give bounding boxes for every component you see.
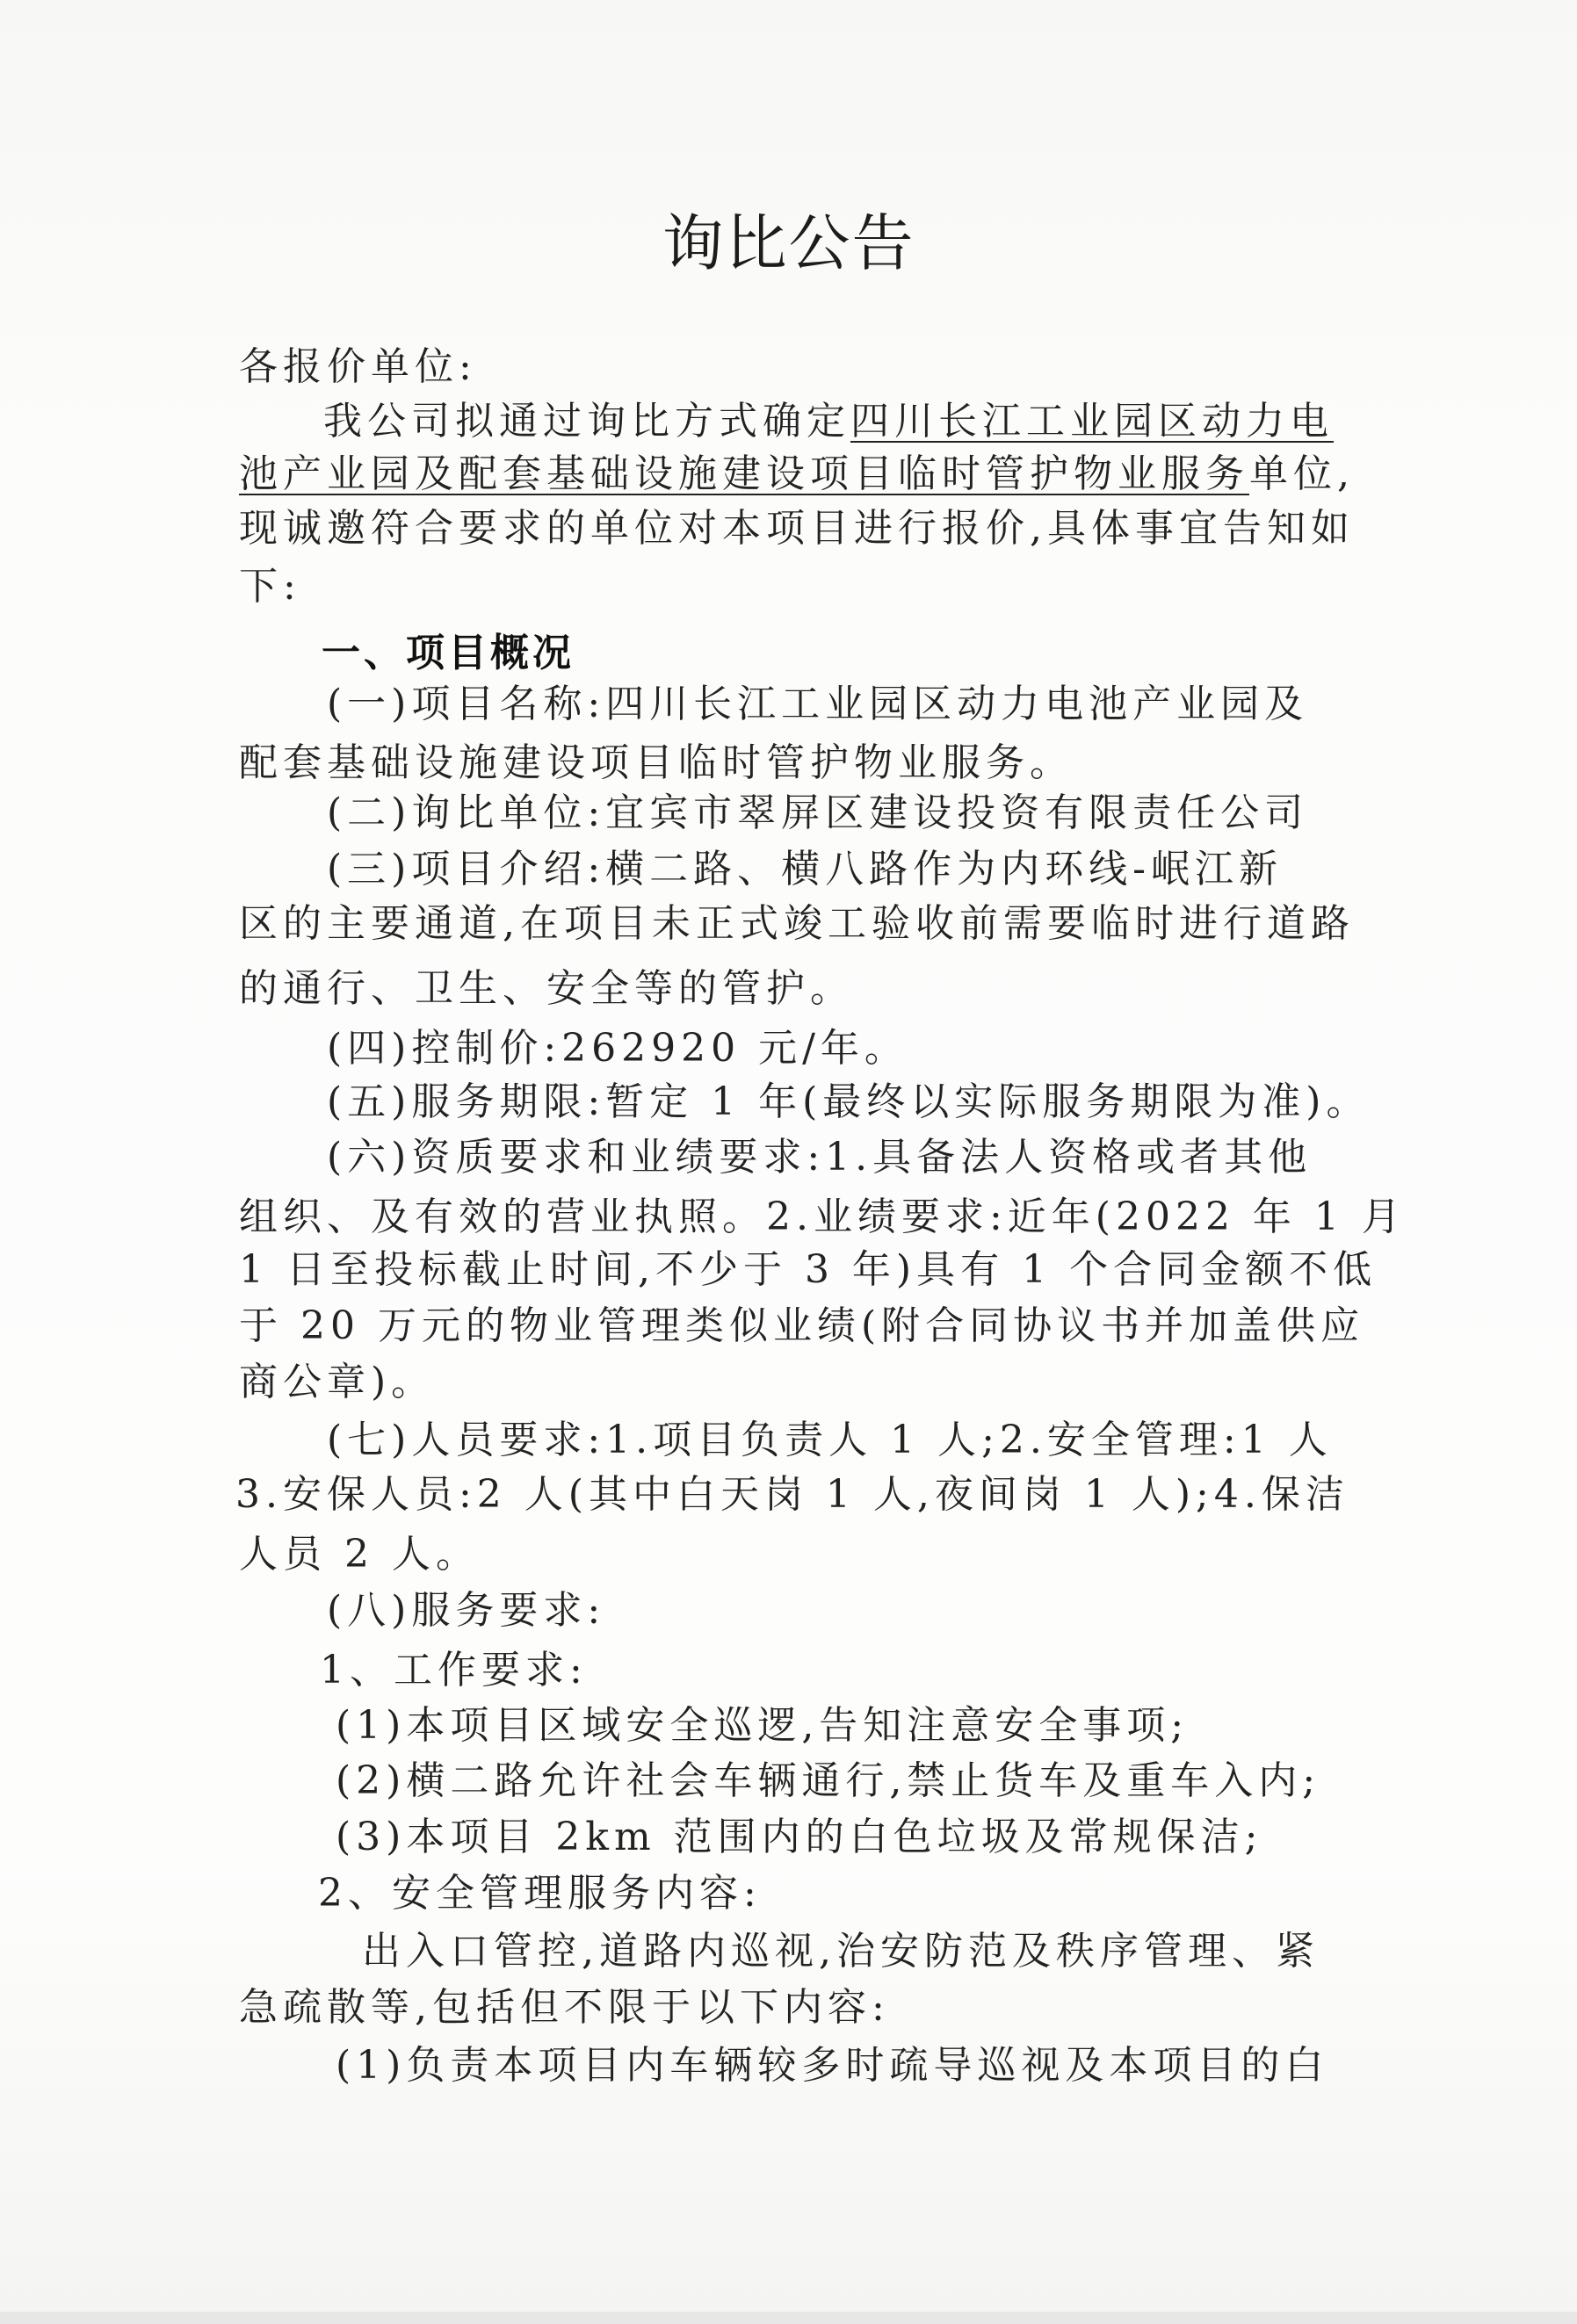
item-3-line-3: 的通行、卫生、安全等的管护。	[239, 966, 854, 1011]
item-3-line-1: (三)项目介绍:横二路、横八路作为内环线-岷江新	[327, 847, 1284, 891]
page-bottom-edge	[0, 2312, 1577, 2324]
item-5: (五)服务期限:暂定 1 年(最终以实际服务期限为准)。	[327, 1079, 1371, 1124]
intro-text: 单位,	[1249, 451, 1355, 496]
project-name-underlined: 四川长江工业园区动力电	[850, 399, 1334, 444]
item-7-line-1: (七)人员要求:1.项目负责人 1 人;2.安全管理:1 人	[327, 1418, 1333, 1462]
document-title: 询比公告	[662, 207, 915, 279]
project-name-underlined-cont: 池产业园及配套基础设施建设项目临时管护物业服务	[239, 451, 1249, 496]
item-6-line-4: 于 20 万元的物业管理类似业绩(附合同协议书并加盖供应	[239, 1303, 1365, 1348]
work-requirement-2: (2)横二路允许社会车辆通行,禁止货车及重车入内;	[336, 1758, 1321, 1803]
safety-management-line-1: 出入口管控,道路内巡视,治安防范及秩序管理、紧	[362, 1929, 1320, 1974]
salutation: 各报价单位:	[239, 344, 477, 389]
work-requirements-heading: 1、工作要求:	[320, 1648, 588, 1692]
item-6-line-5: 商公章)。	[239, 1360, 436, 1404]
section-heading: 一、项目概况	[322, 631, 575, 675]
safety-management-heading: 2、安全管理服务内容:	[318, 1871, 762, 1916]
item-3-line-2: 区的主要通道,在项目未正式竣工验收前需要临时进行道路	[239, 901, 1355, 946]
item-2: (二)询比单位:宜宾市翠屏区建设投资有限责任公司	[327, 790, 1309, 835]
item-6-line-2: 组织、及有效的营业执照。2.业绩要求:近年(2022 年 1 月	[239, 1194, 1406, 1239]
item-7-line-2: 3.安保人员:2 人(其中白天岗 1 人,夜间岗 1 人);4.保洁	[235, 1472, 1349, 1517]
work-requirement-3: (3)本项目 2km 范围内的白色垃圾及常规保洁;	[336, 1815, 1263, 1859]
safety-management-line-2: 急疏散等,包括但不限于以下内容:	[239, 1985, 890, 2030]
item-6-line-3: 1 日至投标截止时间,不少于 3 年)具有 1 个合同金额不低	[239, 1247, 1378, 1292]
item-6-line-1: (六)资质要求和业绩要求:1.具备法人资格或者其他	[327, 1135, 1313, 1180]
item-8: (八)服务要求:	[327, 1588, 606, 1633]
item-1-line-1: (一)项目名称:四川长江工业园区动力电池产业园及	[327, 682, 1309, 726]
work-requirement-1: (1)本项目区域安全巡逻,告知注意安全事项;	[336, 1703, 1190, 1748]
item-7-line-3: 人员 2 人。	[239, 1532, 480, 1577]
safety-item-1: (1)负责本项目内车辆较多时疏导巡视及本项目的白	[336, 2043, 1329, 2088]
item-4: (四)控制价:262920 元/年。	[327, 1026, 908, 1071]
item-1-line-2: 配套基础设施建设项目临时管护物业服务。	[239, 740, 1074, 785]
intro-text: 我公司拟通过询比方式确定	[323, 399, 850, 444]
intro-line-4: 下:	[239, 564, 301, 609]
intro-line-3: 现诚邀符合要求的单位对本项目进行报价,具体事宜告知如	[239, 506, 1355, 551]
intro-line-2	[239, 451, 1355, 496]
intro-line-1	[323, 399, 1334, 444]
